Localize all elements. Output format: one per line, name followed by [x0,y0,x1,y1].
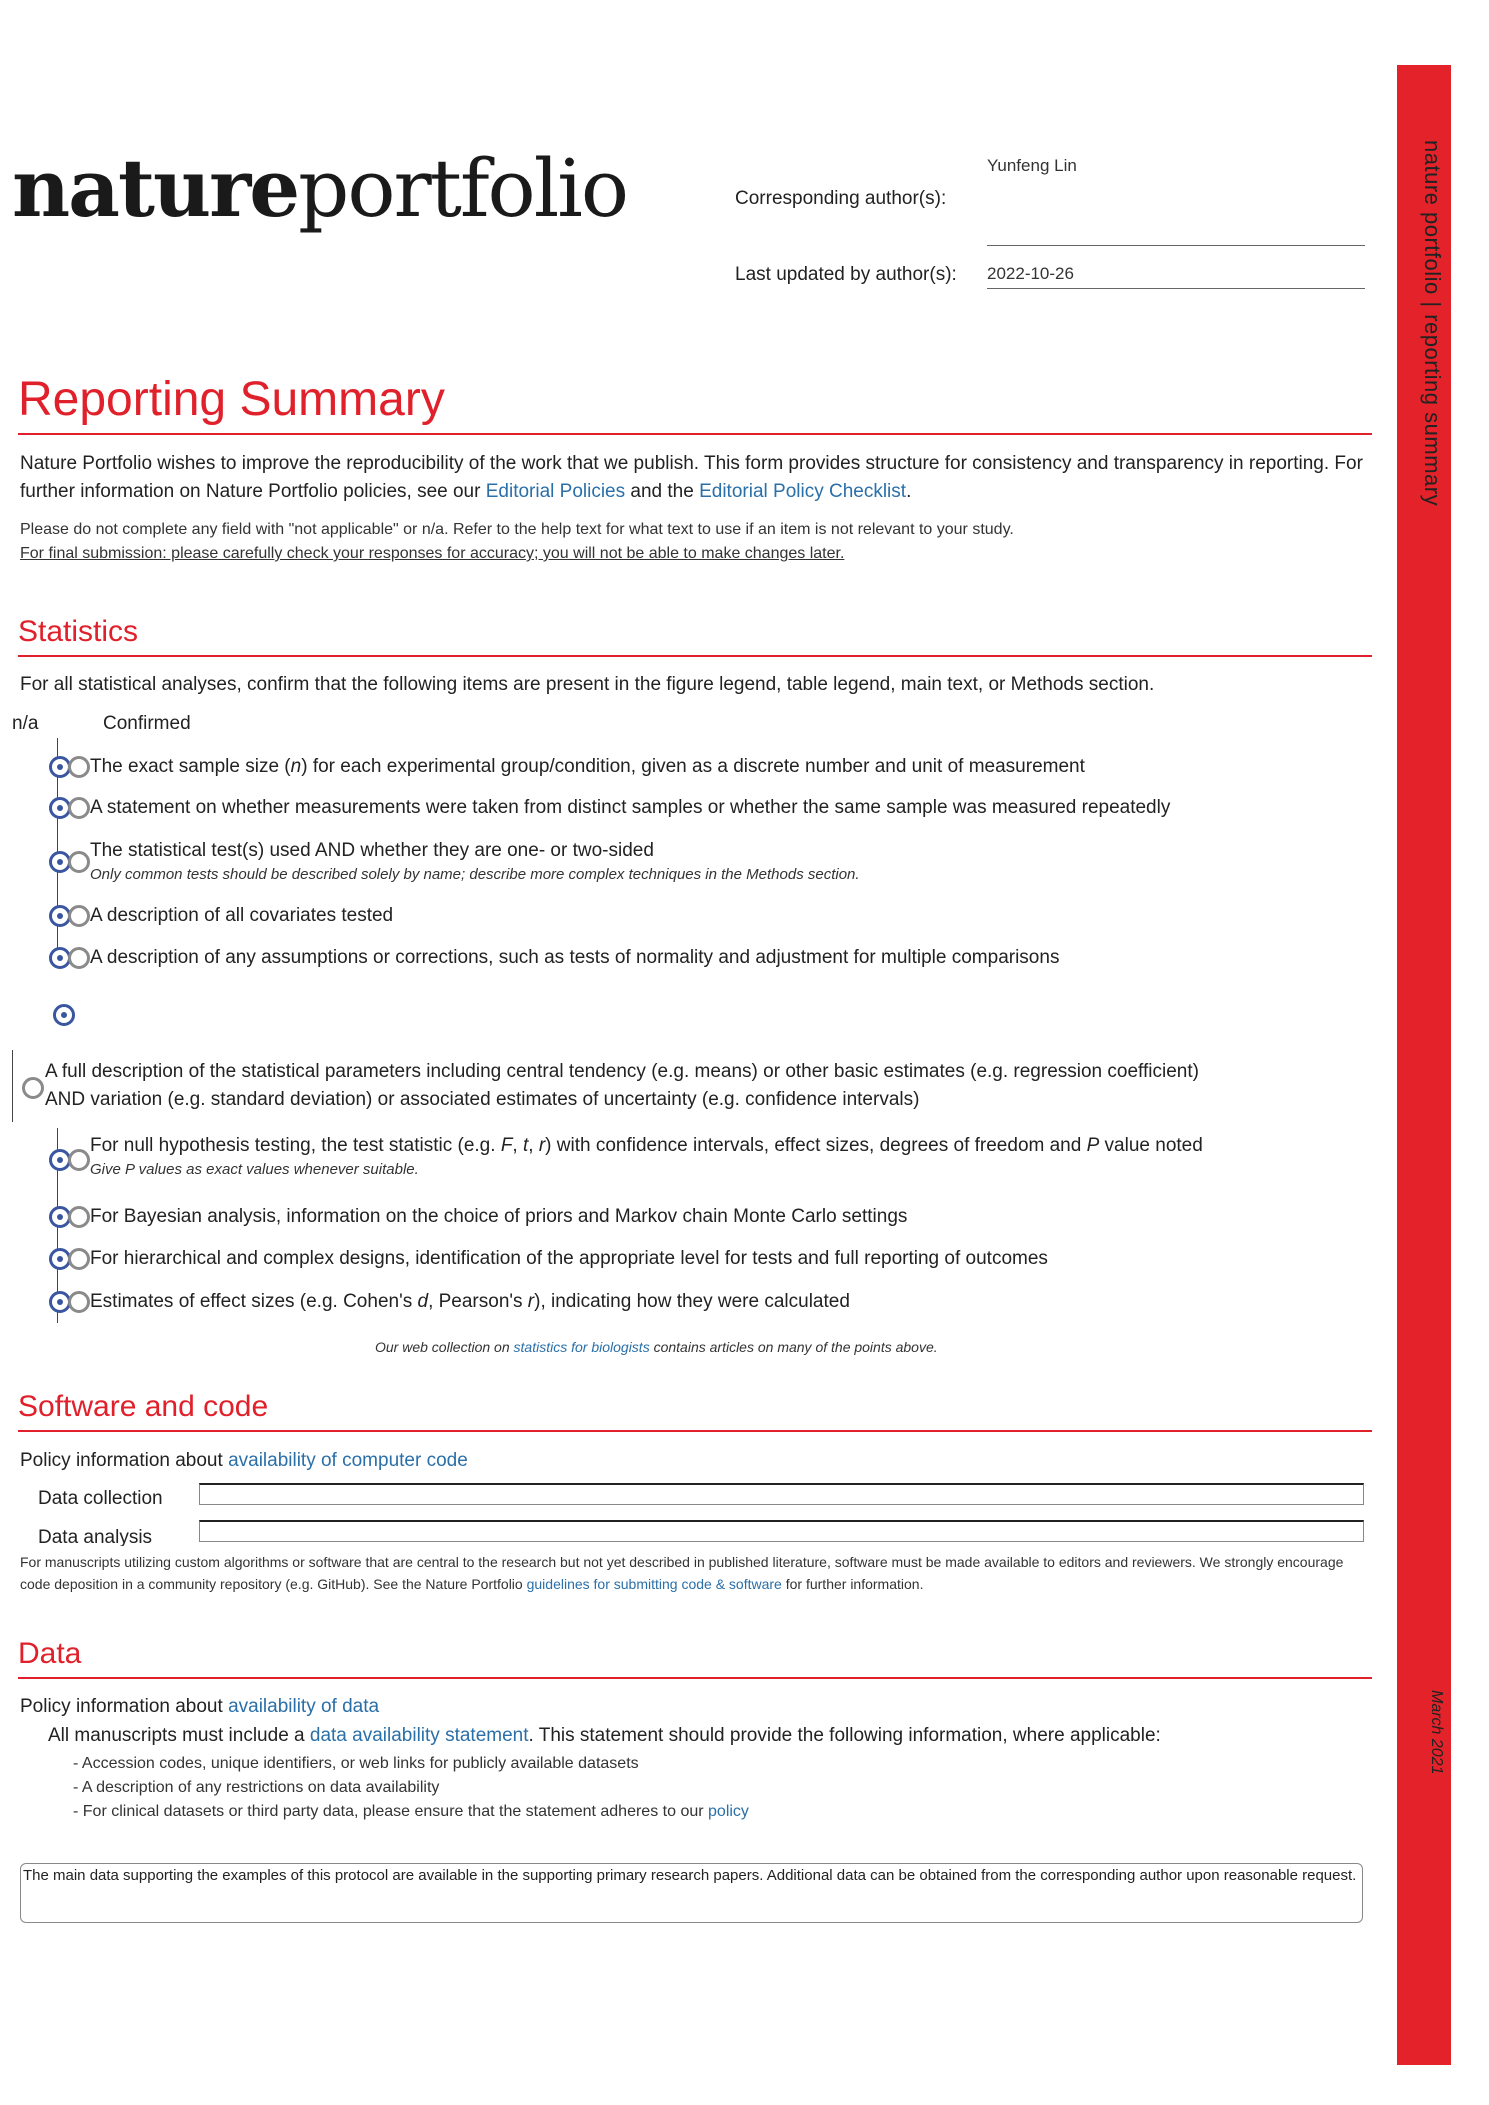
corresponding-author-value[interactable]: Yunfeng Lin [987,156,1077,175]
availability-of-data-link[interactable]: availability of data [228,1696,380,1717]
software-rule [18,1430,1372,1432]
sidebar-date: March 2021 [1428,1690,1445,1775]
data-rule [18,1677,1372,1679]
corresponding-author-label: Corresponding author(s): [735,188,947,209]
data-availability-text: The main data supporting the examples of this protocol are available in the supporting primary research papers. Additional data can be obtained from the corresponding author upon reasonable request. [23,1867,1357,1884]
checklist-item-hierarchical: For hierarchical and complex designs, identification of the appropriate level for tests and full reporting of outcomes [90,1248,1048,1269]
logo-light: portfolio [298,142,628,235]
statistics-rule [18,655,1372,657]
last-updated-label: Last updated by author(s): [735,264,957,285]
logo-bold: nature [12,141,299,235]
column-confirmed: Confirmed [103,713,191,734]
statistics-footer: Our web collection on statistics for biologists contains articles on many of the points above. [375,1339,938,1355]
full-description-line-2: AND variation (e.g. standard deviation) or associated estimates of uncertainty (e.g. confidence intervals) [45,1089,920,1110]
full-description-bracket [12,1050,13,1122]
checklist-item-bayesian: For Bayesian analysis, information on the choice of priors and Markov chain Monte Carlo settings [90,1206,908,1227]
confirmed-radio-10[interactable] [68,1291,90,1313]
data-bullet-3: - For clinical datasets or third party data, please ensure that the statement adheres to our policy [73,1803,749,1820]
confirmed-radio-3[interactable] [68,851,90,873]
last-updated-value[interactable]: 2022-10-26 [987,264,1074,283]
availability-of-computer-code-link[interactable]: availability of computer code [228,1450,468,1471]
sidebar-title: nature portfolio | reporting summary [1420,140,1445,507]
intro-text-b: and the [625,481,700,502]
software-heading: Software and code [18,1390,269,1423]
data-analysis-label: Data analysis [38,1527,153,1546]
page-title: Reporting Summary [18,373,445,426]
last-updated-underline [987,288,1365,289]
policy-link[interactable]: policy [708,1803,749,1820]
confirmed-radio-1[interactable] [68,756,90,778]
checklist-item-measurements: A statement on whether measurements were taken from distinct samples or whether the same sample was measured repeatedly [90,797,1171,818]
software-note: For manuscripts utilizing custom algorithms or software that are central to the research but not yet described in published literature, software must be made available to editors and reviewers. We strongly encourage code deposition in a community repository (e.g. GitHub). See the Nature Portfolio guidelines for submitting code & software for further information. [20,1554,1344,1592]
checklist-item-statistical-test: The statistical test(s) used AND whether they are one- or two-sided Only common tests should be described solely by name; describe more complex techniques in the Methods section. [90,840,860,883]
data-analysis-field[interactable] [199,1520,1364,1542]
intro-text-c: . [906,481,912,502]
statistics-for-biologists-link[interactable]: statistics for biologists [513,1339,650,1355]
checklist-item-sample-size: The exact sample size (n) for each experimental group/condition, given as a discrete number and unit of measurement [90,756,1085,777]
data-availability-field[interactable] [20,1863,1363,1923]
confirmed-radio-4[interactable] [68,905,90,927]
checklist-item-covariates: A description of all covariates tested [90,905,394,926]
editorial-policy-checklist-link[interactable]: Editorial Policy Checklist [699,481,907,502]
confirmed-radio-5[interactable] [68,947,90,969]
corresponding-author-underline [987,245,1365,246]
intro-text-a: Nature Portfolio wishes to improve the reproducibility of the work that we publish. This form provides structure for consistency and transparency in reporting. For further information on Nature Portfolio policies, see our [20,453,1363,502]
title-rule [18,433,1372,435]
confirmed-radio-8[interactable] [68,1206,90,1228]
confirmed-radio-2[interactable] [68,797,90,819]
checklist-item-assumptions: A description of any assumptions or corrections, such as tests of normality and adjustment for multiple comparisons [90,947,1060,968]
data-policy: Policy information about availability of data [20,1696,380,1717]
confirmed-radio-7[interactable] [68,1149,90,1171]
data-statement-requirement: All manuscripts must include a data availability statement. This statement should provide the following information, where applicable: [48,1725,1161,1746]
checklist-item-null-hypothesis: For null hypothesis testing, the test statistic (e.g. F, t, r) with confidence intervals, effect sizes, degrees of freedom and P value noted Give P values as exact values whenever suitable. [90,1135,1203,1178]
data-availability-statement-link[interactable]: data availability statement [309,1725,529,1746]
confirmed-radio-9[interactable] [68,1248,90,1270]
confirmed-radio-full-description[interactable] [22,1077,44,1099]
code-guidelines-link[interactable]: guidelines for submitting code & software [526,1576,782,1592]
data-bullet-2: - A description of any restrictions on data availability [73,1779,440,1796]
intro-paragraph [20,450,1370,506]
data-collection-label: Data collection [38,1488,163,1509]
software-policy: Policy information about availability of computer code [20,1450,468,1471]
statistics-lead: For all statistical analyses, confirm that the following items are present in the figure legend, table legend, main text, or Methods section. [20,674,1155,695]
full-description-line-1: A full description of the statistical parameters including central tendency (e.g. means) or other basic estimates (e.g. regression coefficient) [45,1061,1199,1082]
intro-note: Please do not complete any field with "not applicable" or n/a. Refer to the help text for what text to use if an item is not relevant to your study. [20,521,1014,538]
final-submission-note: For final submission: please carefully check your responses for accuracy; you will not be able to make changes later. [20,545,845,562]
column-na: n/a [12,713,39,734]
data-bullet-1: - Accession codes, unique identifiers, or web links for publicly available datasets [73,1755,639,1772]
data-collection-field[interactable] [199,1483,1364,1505]
data-heading: Data [18,1637,82,1670]
nature-portfolio-logo [12,141,628,235]
checklist-item-effect-sizes: Estimates of effect sizes (e.g. Cohen's d, Pearson's r), indicating how they were calculated [90,1291,850,1312]
na-radio-6[interactable] [53,1004,75,1026]
editorial-policies-link[interactable]: Editorial Policies [485,481,626,502]
statistics-heading: Statistics [18,615,139,648]
